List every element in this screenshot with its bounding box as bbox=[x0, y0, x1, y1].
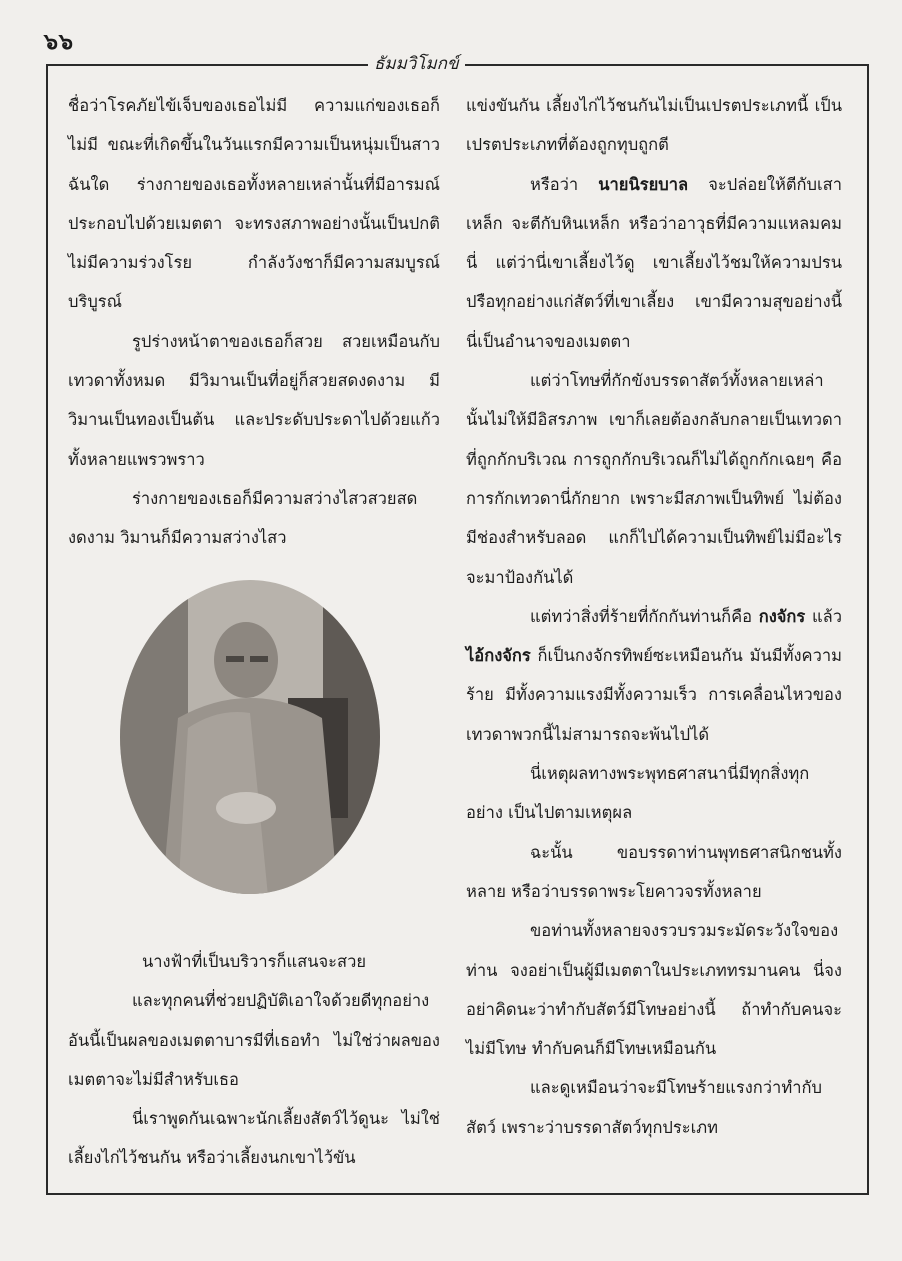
bold-term-ai-kongjak: ไอ้กงจักร bbox=[466, 646, 531, 666]
left-paragraph-2: รูปร่างหน้าตาของเธอก็สวย สวยเหมือนกับเทวดาทั้งหมด มีวิมานเป็นที่อยู่ก็สวยสดงดงาม มีวิมานเป็นทองเป็นต้น และประดับประดาไปด้วยแก้วทั้งหลายแพรวพราว bbox=[68, 331, 440, 469]
left-paragraph-3: ร่างกายของเธอก็มีความสว่างไสวสวยสดงดงาม วิมานก็มีความสว่างไสว bbox=[68, 488, 418, 548]
right-paragraph-3: แต่ว่าโทษที่กักขังบรรดาสัตว์ทั้งหลายเหล่านั้นไม่ให้มีอิสรภาพ เขาก็เลยต้องกลับกลายเป็นเทวดาที่ถูกกักบริเวณ การถูกกักบริเวณก็ไม่ได้ถูกกักเฉยๆ คือการกักเทวดานี่กักยาก เพราะมีสภาพเป็นทิพย์ ไม่ต้องมีช่องสำหรับลอด แกก็ไปได้ความเป็นทิพย์ไม่มีอะไรจะมาป้องกันได้ bbox=[466, 371, 842, 587]
text-run: จะปล่อยให้ตีกับเสาเหล็ก จะตีกับหินเหล็ก หรือว่าอาวุธที่มีความแหลมคมนี่ แต่ว่านี่เขาเลี้ยงไว้ดู เขาเลี้ยงไว้ชมให้ความปรนปรือทุกอย่างแก่สัตว์ที่เขาเลี้ยง เขามีความสุขอย่างนี้ นี่เป็นอำนาจของเมตตา bbox=[466, 174, 842, 351]
right-paragraph-1: แข่งขันกัน เลี้ยงไก่ไว้ชนกันไม่เป็นเปรตประเภทนี้ เป็นเปรตประเภทที่ต้องถูกทุบถูกตี bbox=[466, 96, 842, 155]
monk-portrait-image bbox=[118, 578, 382, 896]
right-paragraph-8: และดูเหมือนว่าจะมีโทษร้ายแรงกว่าทำกับสัตว์ เพราะว่าบรรดาสัตว์ทุกประเภท bbox=[466, 1078, 822, 1137]
left-paragraph-6: นี่เราพูดกันเฉพาะนักเลี้ยงสัตว์ไว้ดูนะ ไม่ใช่เลี้ยงไก่ไว้ชนกัน หรือว่าเลี้ยงนกเขาไว้ขัน bbox=[68, 1109, 440, 1168]
left-paragraph-1: ชื่อว่าโรคภัยไข้เจ็บของเธอไม่มี ความแก่ของเธอก็ไม่มี ขณะที่เกิดขึ้นในวันแรกมีความเป็นหนุ่มเป็นสาวฉันใด ร่างกายของเธอทั้งหลายเหล่านั้นที่มีอารมณ์ประกอบไปด้วยเมตตา จะทรงสภาพอย่างนั้นเป็นปกติ ไม่มีความร่วงโรย กำลังวังชาก็มีความสมบูรณ์บริบูรณ์ bbox=[68, 96, 440, 312]
right-paragraph-7: ขอท่านทั้งหลายจงรวบรวมระมัดระวังใจของท่าน จงอย่าเป็นผู้มีเมตตาในประเภททรมานคน นี่จงอย่าคิดนะว่าทำกับสัตว์มีโทษอย่างนี้ ถ้าทำกับคนจะไม่มีโทษ ทำกับคนก็มีโทษเหมือนกัน bbox=[466, 921, 842, 1059]
right-paragraph-5: นี่เหตุผลทางพระพุทธศาสนานี่มีทุกสิ่งทุกอย่าง เป็นไปตามเหตุผล bbox=[466, 764, 810, 823]
text-run: ก็เป็นกงจักรทิพย์ซะเหมือนกัน มันมีทั้งความร้าย มีทั้งความแรงมีทั้งความเร็ว การเคลื่อนไหวของเทวดาพวกนี้ไม่สามารถจะพ้นไปได้ bbox=[466, 646, 842, 744]
right-paragraph-4 bbox=[466, 597, 842, 754]
bold-term-kongjak: กงจักร bbox=[758, 606, 806, 626]
left-paragraph-4: นางฟ้าที่เป็นบริวารก็แสนจะสวย bbox=[141, 952, 367, 971]
left-column bbox=[68, 86, 440, 558]
right-paragraph-6: ฉะนั้น ขอบรรดาท่านพุทธศาสนิกชนทั้งหลาย หรือว่าบรรดาพระโยคาวจรทั้งหลาย bbox=[466, 842, 842, 901]
right-paragraph-2 bbox=[466, 165, 842, 361]
left-paragraph-5: และทุกคนที่ช่วยปฏิบัติเอาใจด้วยดีทุกอย่าง อันนี้เป็นผลของเมตตาบารมีที่เธอทำ ไม่ใช่ว่าผลของเมตตาจะไม่มีสำหรับเธอ bbox=[68, 991, 440, 1089]
page-number: ๖๖ bbox=[44, 29, 74, 55]
text-run: แล้ว bbox=[805, 606, 842, 626]
book-title: ธัมมวิโมกข์ bbox=[368, 50, 465, 77]
text-run: แต่ทว่าสิ่งที่ร้ายที่กักกันท่านก็คือ bbox=[530, 606, 759, 626]
bold-term-nirayaban: นายนิรยบาล bbox=[598, 174, 689, 194]
text-run: หรือว่า bbox=[530, 174, 599, 194]
left-column-continued bbox=[68, 942, 440, 1178]
right-column bbox=[466, 86, 842, 1147]
